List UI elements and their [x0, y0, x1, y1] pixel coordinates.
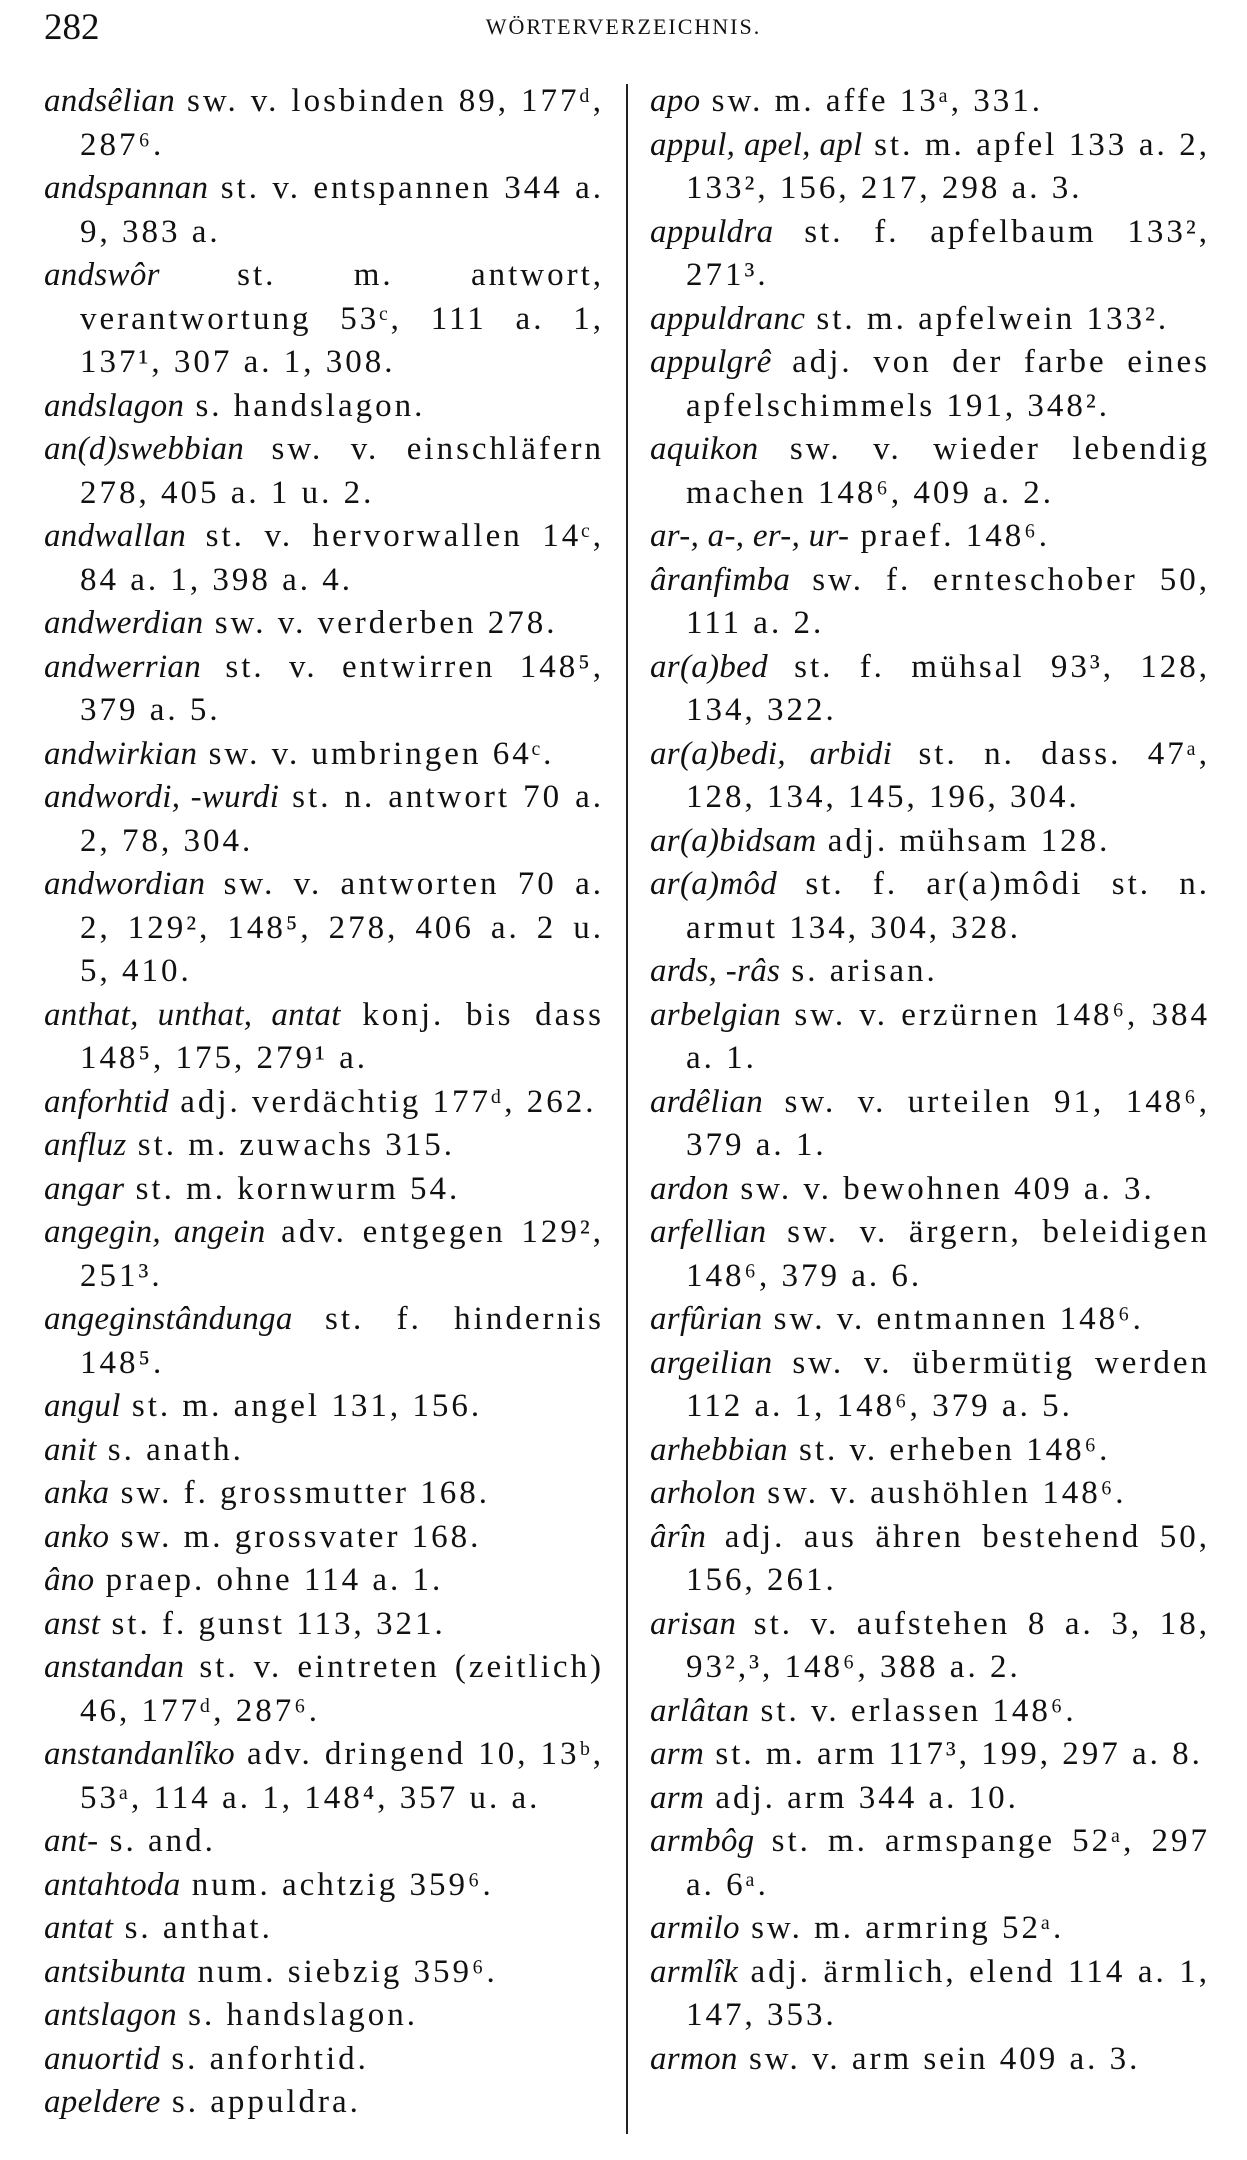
dictionary-entry — [44, 1124, 604, 1168]
entry-headword: angegin, angein — [44, 1214, 266, 1250]
dictionary-entry — [650, 994, 1210, 1081]
entry-definition: praef. 148⁶. — [849, 518, 1051, 554]
entry-headword: anstandanlîko — [44, 1736, 235, 1772]
dictionary-entry — [650, 1211, 1210, 1298]
entry-headword: aquikon — [650, 431, 759, 467]
entry-headword: ant- — [44, 1823, 99, 1859]
dictionary-entry — [44, 1864, 604, 1908]
entry-headword: ar(a)bed — [650, 648, 768, 685]
entry-headword: andwirkian — [44, 735, 198, 772]
dictionary-entry — [44, 1516, 604, 1560]
entry-headword: arholon — [650, 1475, 757, 1511]
dictionary-entry — [44, 1168, 604, 1212]
left-column — [44, 80, 604, 2125]
dictionary-entry — [650, 820, 1210, 864]
dictionary-entry — [44, 1081, 604, 1125]
dictionary-entry — [44, 80, 604, 167]
entry-headword: anforhtid — [44, 1083, 169, 1120]
entry-headword: ar(a)môd — [650, 866, 778, 902]
entry-definition: st. f. ar(a)môdi st. n. armut 134, 304, 328. — [686, 866, 1210, 946]
dictionary-entry — [650, 1429, 1210, 1473]
entry-headword: andswôr — [44, 257, 160, 293]
entry-headword: ârîn — [650, 1518, 707, 1555]
dictionary-entry — [650, 1298, 1210, 1342]
entry-headword: apo — [650, 83, 701, 119]
dictionary-entry — [650, 863, 1210, 950]
dictionary-entry — [650, 515, 1210, 559]
entry-definition: sw. v. einschläfern 278, 405 a. 1 u. 2. — [80, 431, 604, 511]
entry-definition: sw. f. ernteschober 50, 111 a. 2. — [686, 561, 1210, 641]
dictionary-entry — [44, 602, 604, 646]
dictionary-entry — [44, 1559, 604, 1603]
dictionary-entry — [44, 167, 604, 254]
dictionary-entry — [650, 1081, 1210, 1168]
entry-definition: sw. v. losbinden 89, 177ᵈ, 287⁶. — [80, 83, 604, 163]
entry-definition: s. anforhtid. — [160, 2040, 369, 2077]
entry-headword: andwerrian — [44, 648, 202, 685]
entry-definition: s. appuldra. — [160, 2084, 361, 2120]
entry-headword: ardon — [650, 1170, 730, 1207]
dictionary-entry — [650, 1733, 1210, 1777]
entry-headword: armilo — [650, 1910, 740, 1946]
dictionary-entry — [650, 298, 1210, 342]
entry-headword: argeilian — [650, 1344, 773, 1381]
dictionary-entry — [650, 1951, 1210, 2038]
entry-definition: st. n. antwort 70 a. 2, 78, 304. — [80, 779, 604, 859]
entry-headword: arm — [650, 1736, 705, 1772]
dictionary-entry — [44, 776, 604, 863]
dictionary-entry — [44, 1820, 604, 1864]
dictionary-entry — [44, 254, 604, 385]
entry-definition: st. n. dass. 47ᵃ, 128, 134, 145, 196, 304. — [686, 735, 1210, 815]
entry-headword: anst — [44, 1605, 101, 1642]
entry-definition: s. arisan. — [780, 953, 938, 989]
entry-definition: adj. ärmlich, elend 114 a. 1, 147, 353. — [686, 1953, 1210, 2033]
entry-definition: sw. v. ärgern, beleidigen 148⁶, 379 a. 6. — [686, 1214, 1210, 1294]
entry-definition: st. m. armspange 52ᵃ, 297 a. 6ᵃ. — [686, 1823, 1210, 1903]
dictionary-entry — [44, 863, 604, 994]
entry-definition: st. m. kornwurm 54. — [124, 1170, 461, 1207]
dictionary-entry — [650, 1516, 1210, 1603]
entry-headword: anfluz — [44, 1127, 127, 1163]
entry-headword: arfellian — [650, 1214, 767, 1250]
entry-definition: s. handslagon. — [176, 1997, 419, 2033]
entry-definition: st. f. mühsal 93³, 128, 134, 322. — [686, 648, 1210, 728]
dictionary-entry — [44, 1429, 604, 1473]
entry-headword: antslagon — [44, 1997, 177, 2033]
entry-definition: sw. v. übermütig werden 112 a. 1, 148⁶, 379 a. 5. — [686, 1344, 1210, 1424]
entry-headword: andwordi, -wurdi — [44, 779, 280, 815]
entry-definition: st. v. hervorwallen 14ᶜ, 84 a. 1, 398 a. 4. — [80, 518, 604, 598]
entry-headword: antsibunta — [44, 1953, 187, 1990]
entry-definition: sw. v. aushöhlen 148⁶. — [756, 1475, 1127, 1511]
entry-definition: sw. v. umbringen 64ᶜ. — [197, 735, 555, 772]
dictionary-entry — [650, 559, 1210, 646]
right-column — [650, 80, 1210, 2081]
page-number: 282 — [44, 7, 100, 48]
entry-definition: st. v. erlassen 148⁶. — [749, 1692, 1077, 1729]
dictionary-entry — [44, 1385, 604, 1429]
dictionary-entry — [650, 80, 1210, 124]
entry-headword: anthat, unthat, antat — [44, 996, 341, 1033]
dictionary-entry — [44, 646, 604, 733]
dictionary-entry — [44, 1907, 604, 1951]
entry-headword: arhebbian — [650, 1431, 788, 1468]
dictionary-entry — [44, 1298, 604, 1385]
entry-definition: sw. m. affe 13ᵃ, 331. — [700, 83, 1044, 119]
entry-definition: sw. f. grossmutter 168. — [109, 1475, 490, 1511]
dictionary-entry — [650, 1820, 1210, 1907]
dictionary-entry — [44, 385, 604, 429]
dictionary-entry — [650, 341, 1210, 428]
entry-definition: st. m. arm 117³, 199, 297 a. 8. — [704, 1736, 1203, 1772]
entry-definition: st. f. gunst 113, 321. — [100, 1605, 446, 1642]
dictionary-entry — [44, 1646, 604, 1733]
entry-headword: antahtoda — [44, 1866, 181, 1903]
dictionary-entry — [44, 2038, 604, 2082]
entry-definition: num. achtzig 359⁶. — [180, 1866, 494, 1903]
entry-headword: ards, -râs — [650, 953, 781, 989]
entry-definition: sw. v. entmannen 148⁶. — [762, 1301, 1144, 1337]
entry-headword: andspannan — [44, 170, 209, 206]
dictionary-entry — [44, 1472, 604, 1516]
entry-definition: st. m. zuwachs 315. — [126, 1127, 456, 1163]
entry-definition: sw. v. wieder lebendig machen 148⁶, 409 a. 2. — [686, 431, 1210, 511]
dictionary-entry — [650, 646, 1210, 733]
dictionary-entry — [650, 1690, 1210, 1734]
entry-definition: st. m. antwort, verantwortung 53ᶜ, 111 a. 1, 137¹, 307 a. 1, 308. — [80, 257, 604, 380]
entry-headword: antat — [44, 1910, 114, 1946]
entry-headword: andsêlian — [44, 83, 176, 119]
page-header — [44, 6, 1203, 56]
entry-headword: arbelgian — [650, 996, 782, 1033]
entry-headword: appuldranc — [650, 300, 806, 337]
entry-definition: adj. mühsam 128. — [816, 822, 1111, 859]
entry-definition: adj. arm 344 a. 10. — [704, 1779, 1019, 1816]
entry-definition: st. v. entspannen 344 a. 9, 383 a. — [80, 170, 604, 250]
dictionary-entry — [44, 1603, 604, 1647]
dictionary-entry — [44, 994, 604, 1081]
dictionary-entry — [650, 733, 1210, 820]
column-divider — [626, 84, 628, 2134]
entry-definition: praep. ohne 114 a. 1. — [94, 1562, 444, 1598]
entry-definition: st. m. apfel 133 a. 2, 133², 156, 217, 298 a. 3. — [686, 126, 1211, 206]
entry-definition: st. m. angel 131, 156. — [120, 1388, 483, 1424]
dictionary-entry — [44, 733, 604, 777]
entry-definition: adv. entgegen 129², 251³. — [80, 1214, 604, 1294]
entry-definition: sw. v. verderben 278. — [203, 605, 558, 641]
dictionary-entry — [650, 1603, 1210, 1690]
entry-headword: armon — [650, 2040, 738, 2077]
entry-definition: sw. v. bewohnen 409 a. 3. — [729, 1170, 1155, 1207]
dictionary-entry — [650, 211, 1210, 298]
entry-headword: ar(a)bedi, arbidi — [650, 735, 893, 772]
dictionary-entry — [650, 1777, 1210, 1821]
entry-definition: sw. v. erzürnen 148⁶, 384 a. 1. — [686, 996, 1210, 1076]
entry-headword: âno — [44, 1562, 95, 1598]
dictionary-entry — [650, 2038, 1210, 2082]
entry-headword: angul — [44, 1388, 121, 1424]
dictionary-entry — [44, 1733, 604, 1820]
entry-definition: sw. m. grossvater 168. — [109, 1518, 482, 1555]
entry-headword: andwerdian — [44, 605, 204, 641]
entry-definition: adj. aus ähren bestehend 50, 156, 261. — [686, 1518, 1210, 1598]
entry-definition: st. f. apfelbaum 133², 271³. — [686, 213, 1210, 293]
dictionary-entry — [44, 1211, 604, 1298]
entry-headword: anstandan — [44, 1649, 185, 1685]
entry-headword: arm — [650, 1779, 705, 1816]
dictionary-entry — [44, 1951, 604, 1995]
entry-headword: apeldere — [44, 2084, 161, 2120]
dictionary-entry — [44, 1994, 604, 2038]
entry-headword: angar — [44, 1170, 125, 1207]
entry-headword: angeginstândunga — [44, 1301, 293, 1337]
entry-definition: s. and. — [98, 1823, 216, 1859]
running-title: WÖRTERVERZEICHNIS. — [485, 14, 762, 39]
entry-headword: andwallan — [44, 518, 187, 554]
dictionary-entry — [650, 1472, 1210, 1516]
entry-headword: andslagon — [44, 387, 185, 424]
entry-definition: st. v. aufstehen 8 a. 3, 18, 93²,³, 148⁶, 388 a. 2. — [686, 1605, 1210, 1685]
dictionary-entry — [44, 515, 604, 602]
entry-headword: ardêlian — [650, 1083, 764, 1120]
entry-definition: st. v. eintreten (zeitlich) 46, 177ᵈ, 287⁶. — [80, 1649, 604, 1729]
dictionary-entry — [650, 1342, 1210, 1429]
entry-headword: appuldra — [650, 213, 774, 250]
entry-headword: arlâtan — [650, 1692, 750, 1729]
entry-headword: andwordian — [44, 866, 206, 902]
entry-definition: st. v. entwirren 148⁵, 379 a. 5. — [80, 648, 604, 728]
dictionary-entry — [44, 2081, 604, 2125]
entry-definition: st. f. hindernis 148⁵. — [80, 1301, 604, 1381]
entry-headword: armbôg — [650, 1823, 755, 1859]
dictionary-entry — [44, 428, 604, 515]
entry-definition: s. anthat. — [113, 1910, 273, 1946]
entry-definition: sw. v. antworten 70 a. 2, 129², 148⁵, 278, 406 a. 2 u. 5, 410. — [80, 866, 604, 989]
entry-definition: sw. v. arm sein 409 a. 3. — [737, 2040, 1141, 2077]
entry-definition: konj. bis dass 148⁵, 175, 279¹ a. — [80, 996, 605, 1076]
dictionary-entry — [650, 124, 1210, 211]
entry-headword: appul, apel, apl — [650, 126, 863, 163]
entry-definition: sw. v. urteilen 91, 148⁶, 379 a. 1. — [686, 1083, 1210, 1163]
entry-headword: an(d)swebbian — [44, 431, 245, 467]
entry-definition: st. v. erheben 148⁶. — [787, 1431, 1111, 1468]
entry-definition: st. m. apfelwein 133². — [805, 300, 1170, 337]
entry-headword: anit — [44, 1431, 97, 1468]
entry-headword: appulgrê — [650, 344, 772, 380]
dictionary-entry — [650, 950, 1210, 994]
entry-definition: s. anath. — [96, 1431, 244, 1468]
entry-headword: anka — [44, 1475, 110, 1511]
entry-definition: adv. dringend 10, 13ᵇ, 53ᵃ, 114 a. 1, 148⁴, 357 u. a. — [80, 1736, 604, 1816]
entry-definition: s. handslagon. — [184, 387, 426, 424]
entry-definition: num. siebzig 359⁶. — [186, 1953, 498, 1990]
entry-headword: arisan — [650, 1605, 737, 1642]
entry-headword: arfûrian — [650, 1301, 763, 1337]
entry-headword: ar(a)bidsam — [650, 822, 817, 859]
entry-headword: ar-, a-, er-, ur- — [650, 518, 850, 554]
entry-headword: armlîk — [650, 1953, 738, 1990]
entry-definition: adj. von der farbe eines apfelschimmels 191, 348². — [686, 344, 1210, 424]
entry-headword: anko — [44, 1518, 110, 1555]
entry-headword: anuortid — [44, 2040, 161, 2077]
dictionary-entry — [650, 1168, 1210, 1212]
entry-definition: sw. m. armring 52ᵃ. — [739, 1910, 1065, 1946]
entry-definition: adj. verdächtig 177ᵈ, 262. — [168, 1083, 597, 1120]
dictionary-entry — [650, 1907, 1210, 1951]
dictionary-entry — [650, 428, 1210, 515]
entry-headword: âranfimba — [650, 561, 791, 598]
